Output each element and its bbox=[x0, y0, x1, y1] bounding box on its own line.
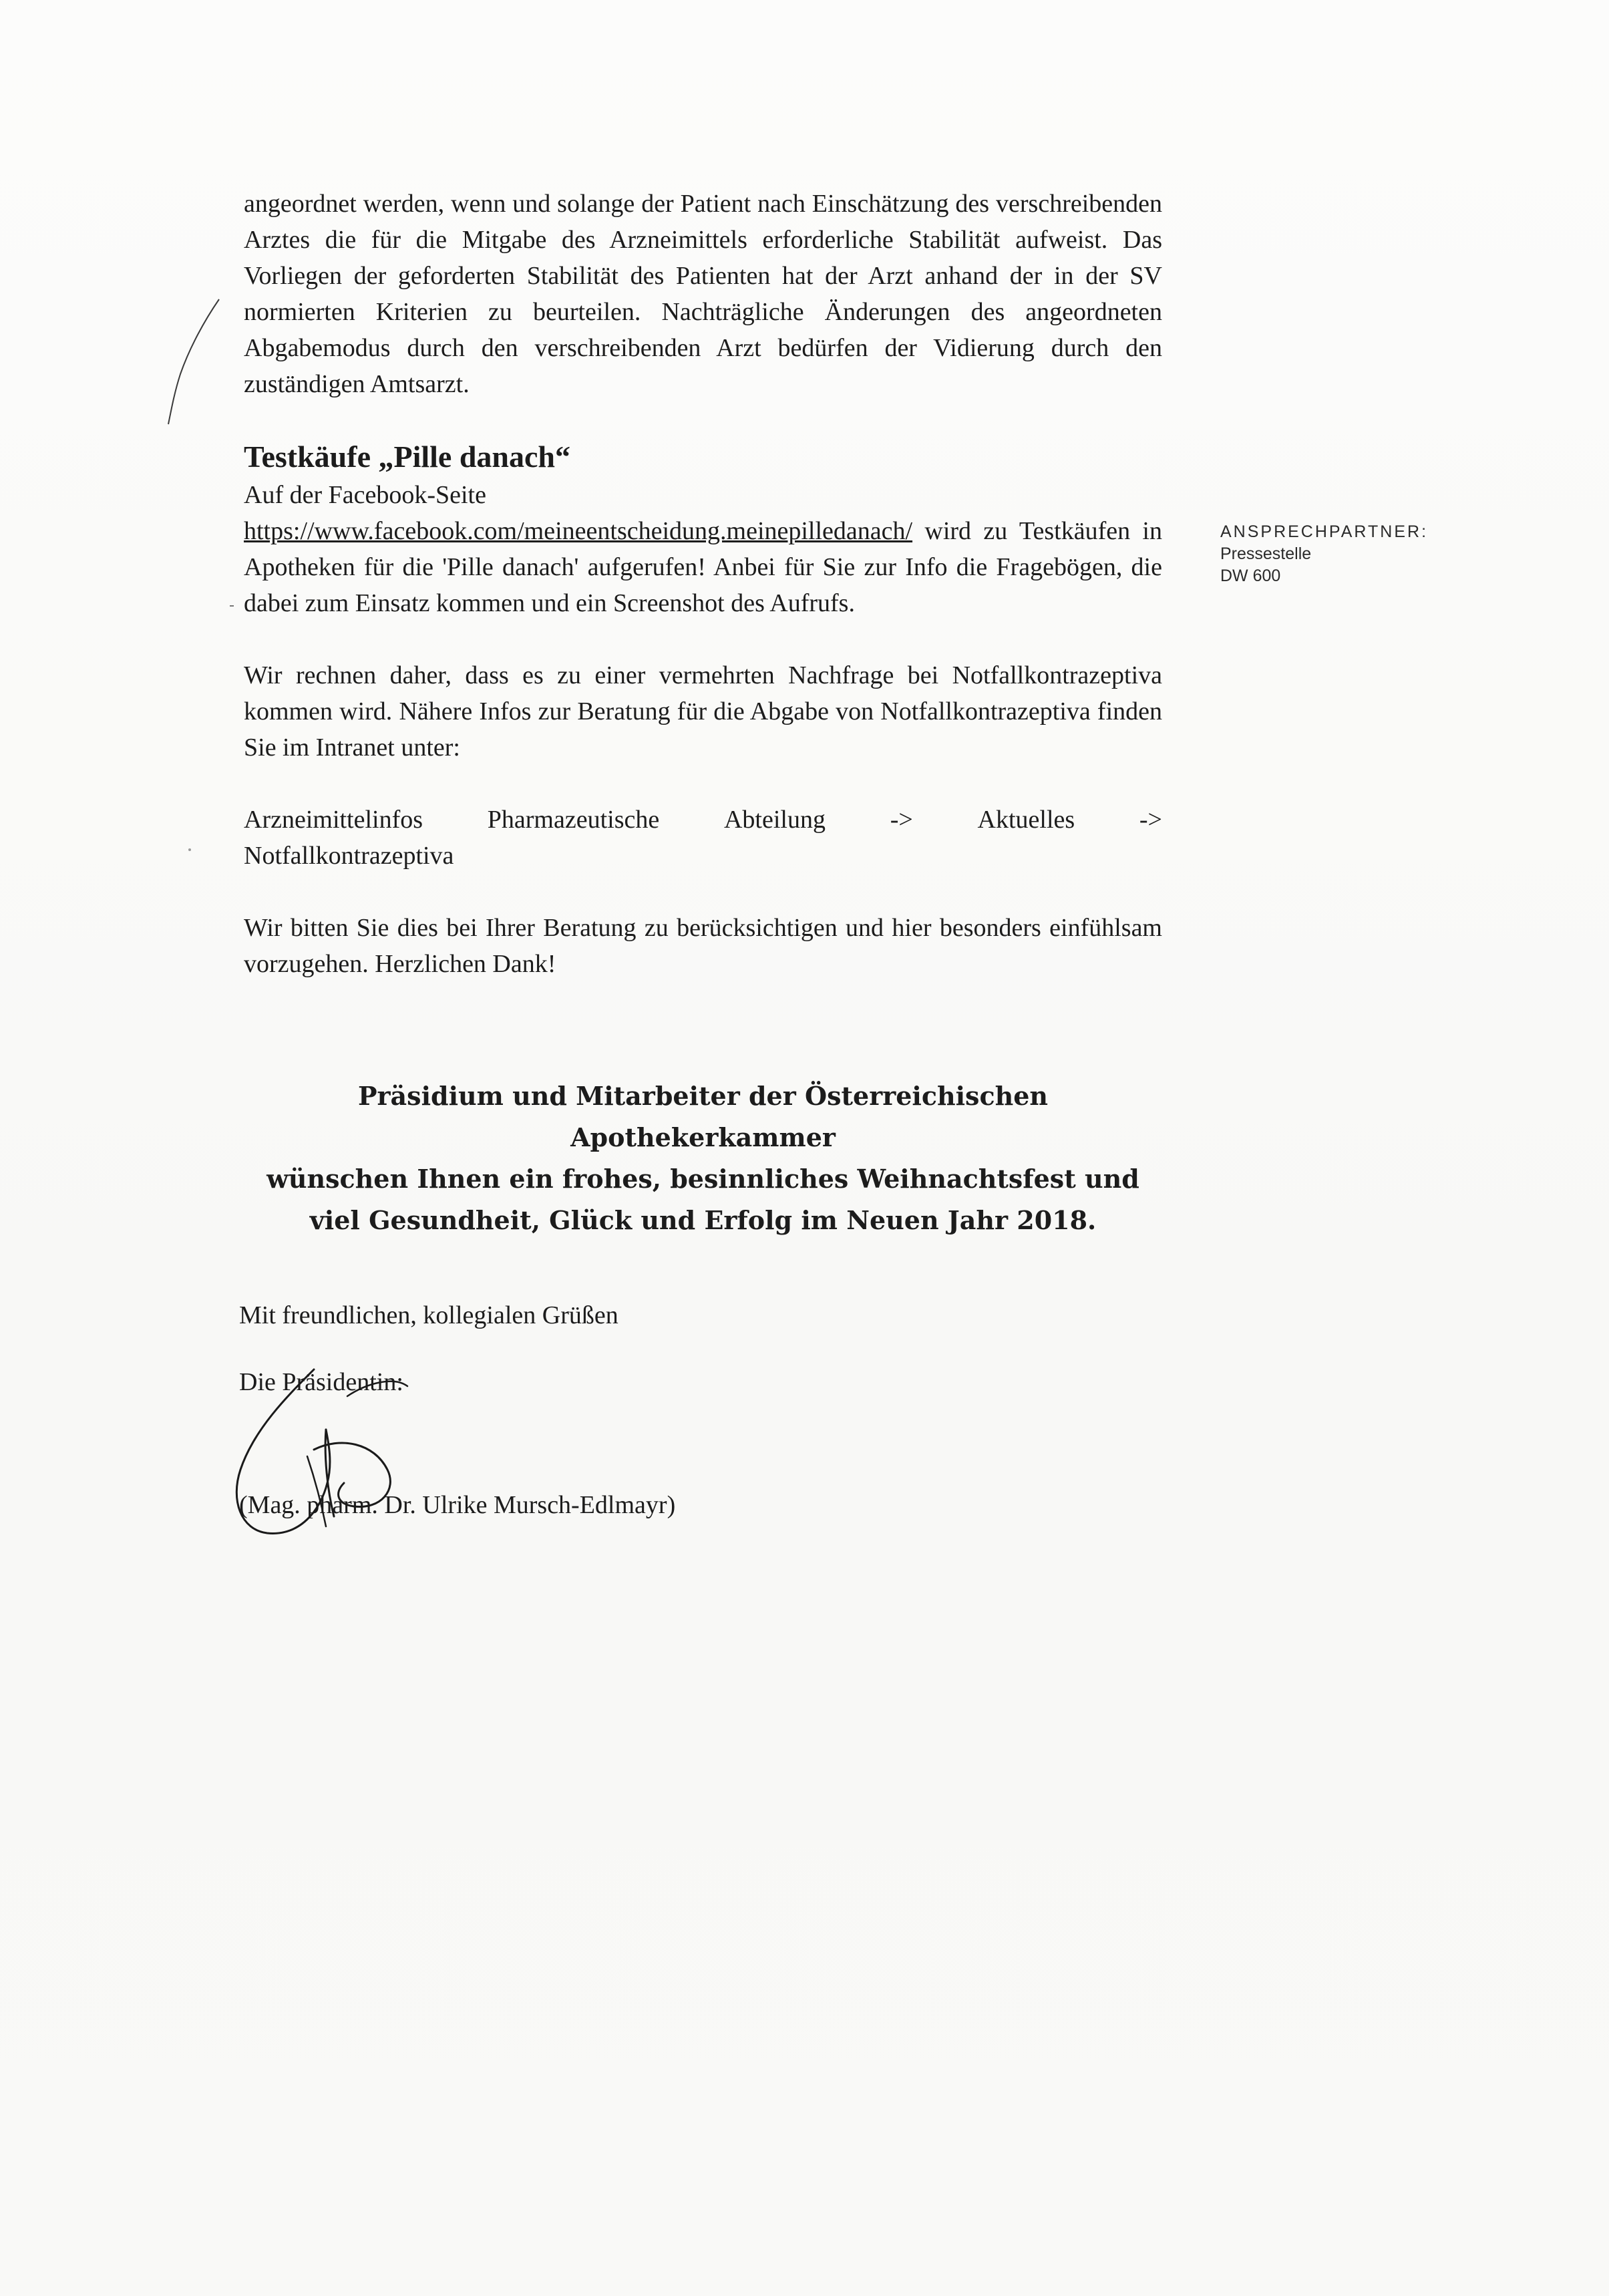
path-part-last: Notfallkontrazeptiva bbox=[244, 842, 454, 870]
path-part: Arzneimittelinfos bbox=[244, 806, 423, 834]
scan-speck bbox=[188, 848, 191, 851]
facebook-text: wird zu Testkäufen in Apotheken für die 'Pille danach' aufgerufen! Anbei für Sie zur Info die Fragebögen, die dabei zum Einsatz kommen und ein Screenshot des Aufrufs. bbox=[244, 517, 1162, 617]
path-arrow: -> bbox=[1139, 806, 1162, 834]
greeting-line-1: Präsidium und Mitarbeiter der Österreichischen Apothekerkammer bbox=[357, 1081, 1049, 1152]
scan-speck bbox=[230, 605, 234, 607]
handwritten-signature bbox=[214, 1356, 434, 1556]
greeting-line-3: viel Gesundheit, Glück und Erfolg im Neuen Jahr 2018. bbox=[309, 1205, 1097, 1235]
contact-sidebar bbox=[1220, 521, 1428, 587]
season-greetings bbox=[244, 1076, 1162, 1241]
paragraph-thanks: Wir bitten Sie dies bei Ihrer Beratung zu berücksichtigen und hier besonders einfühlsam vorzugehen. Herzlichen Dank! bbox=[244, 914, 1162, 978]
signatory-name: (Mag. pharm. Dr. Ulrike Mursch-Edlmayr) bbox=[239, 1491, 676, 1519]
intranet-path bbox=[244, 802, 1162, 874]
signatory-title: Die Präsidentin: bbox=[239, 1368, 403, 1396]
greeting-line-2: wünschen Ihnen ein frohes, besinnliches Weihnachtsfest und bbox=[266, 1164, 1139, 1194]
paragraph-facebook bbox=[244, 477, 1162, 621]
paragraph-dispensing-mode: angeordnet werden, wenn und solange der Patient nach Einschätzung des verschreibenden Arztes die für die Mitgabe des Arzneimittels erforderliche Stabilität aufweist. Das Vorliegen der geforderten Stabilität des Patienten hat der Arzt anhand der in der SV normierten Kriterien zu beurteilen. Nachträgliche Änderungen des angeordneten Abgabemodus durch den verschreibenden Arzt bedürfen der Vidierung durch den zuständigen Amtsarzt. bbox=[244, 190, 1162, 398]
section-heading-test-purchases: Testkäufe „Pille danach“ bbox=[244, 440, 571, 474]
path-arrow: -> bbox=[890, 806, 913, 834]
intranet-path-line bbox=[244, 802, 1162, 838]
contact-department: Pressestelle bbox=[1220, 544, 1312, 563]
closing-greeting: Mit freundlichen, kollegialen Grüßen bbox=[239, 1301, 618, 1329]
path-part: Aktuelles bbox=[977, 806, 1075, 834]
facebook-intro: Auf der Facebook-Seite bbox=[244, 481, 486, 509]
margin-pen-stroke bbox=[160, 294, 227, 428]
contact-label: ANSPRECHPARTNER: bbox=[1220, 522, 1429, 541]
letter-body bbox=[244, 186, 1162, 982]
path-part: Pharmazeutische bbox=[487, 806, 660, 834]
contact-extension: DW 600 bbox=[1220, 566, 1281, 585]
path-part: Abteilung bbox=[723, 806, 826, 834]
paragraph-demand: Wir rechnen daher, dass es zu einer vermehrten Nachfrage bei Notfallkontrazeptiva kommen wird. Nähere Infos zur Beratung für die Abgabe von Notfallkontrazeptiva finden Sie im Intranet unter: bbox=[244, 661, 1162, 762]
facebook-link[interactable]: https://www.facebook.com/meineentscheidung.meinepilledanach/ bbox=[244, 517, 913, 545]
